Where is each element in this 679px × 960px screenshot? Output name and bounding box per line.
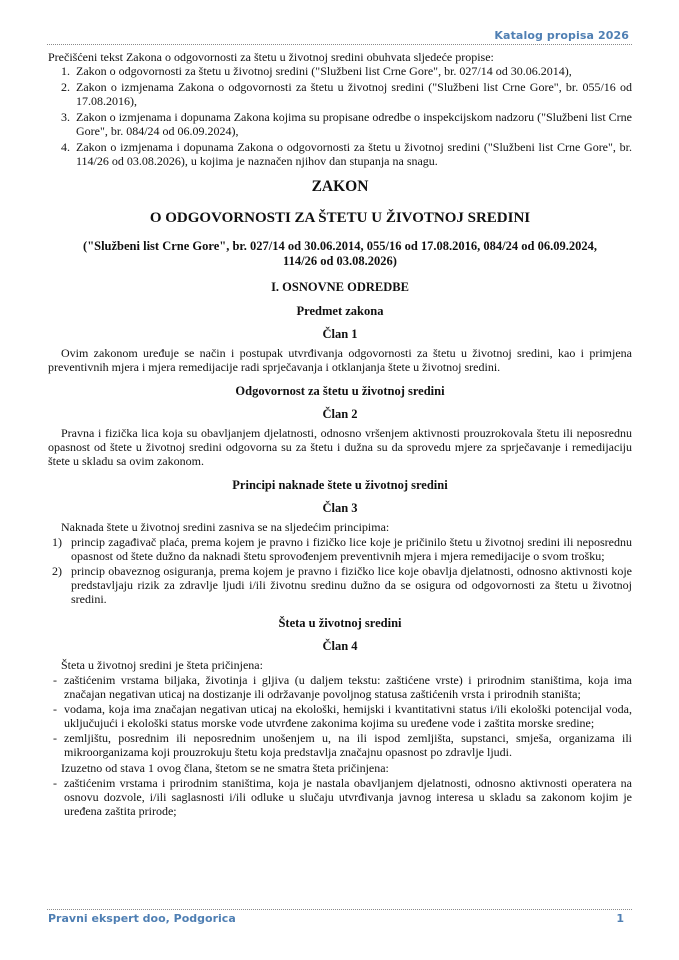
history-item-number: 1. [61, 64, 70, 78]
history-item-text: Zakon o izmjenama i dopunama Zakona o odgovornosti za štetu u životnoj sredini ("Službeni list Crne Gore", br. 114/26 od 03.08.2026), u kojima je naznačen njihov dan stupanja na snagu. [76, 140, 632, 168]
history-item-text: Zakon o izmjenama Zakona o odgovornosti za štetu u životnoj sredini ("Službeni list Crne Gore", br. 055/16 od 17.08.2016), [76, 80, 632, 108]
list-item-bullet: - [53, 731, 57, 745]
page-number: 1 [616, 912, 624, 925]
article-lead: Izuzetno od stava 1 ovog člana, štetom se ne smatra šteta pričinjena: [61, 761, 389, 775]
history-item-number: 2. [61, 80, 70, 94]
article-lead: Naknada štete u životnoj sredini zasniva se na sljedećim principima: [61, 520, 390, 534]
list-item [48, 731, 632, 759]
article-heading: Član 2 [322, 407, 358, 421]
article-paragraph: Pravna i fizička lica koja su obavljanjem djelatnosti, odnosno vršenjem aktivnosti prouzrokovala štetu ili neposrednu opasnost od štete u životnoj sredini odgovorna su za štetu i dužna su da sprovedu mjere za sprječavanje i remedijaciju štete u skladu sa ovim zakonom. [48, 426, 632, 468]
history-item-number: 3. [61, 110, 70, 124]
list-item-bullet: - [53, 673, 57, 687]
history-item [48, 64, 632, 78]
section-heading: Predmet zakona [296, 304, 384, 318]
header-divider [47, 44, 632, 45]
consolidation-intro: Prečišćeni tekst Zakona o odgovornosti za štetu u životnoj sredini obuhvata sljedeće propise: [48, 50, 494, 64]
list-item-number: 2) [52, 564, 62, 578]
list-item [48, 564, 632, 606]
list-item-text: zemljištu, posrednim ili neposrednim unošenjem u, na ili ispod zemljišta, supstanci, smješa, organizama ili mikroorganizama koji prouzrokuju štetu koja predstavlja značajnu opasnost po zdravlje ljudi. [64, 731, 632, 759]
list-item [48, 535, 632, 563]
list-item-text: princip obaveznog osiguranja, prema kojem je pravno i fizičko lice koje obavlja djelatnosti, odnosno aktivnosti koje predstavljaju rizik za zdravlje ljudi i/ili životnu sredinu dužno da se osigura od odgovornosti za štetu u životnoj sredini. [71, 564, 632, 606]
list-item-number: 1) [52, 535, 62, 549]
history-item [48, 80, 632, 108]
list-item-bullet: - [53, 776, 57, 790]
list-item [48, 673, 632, 701]
section-heading: Principi naknade štete u životnoj sredini [232, 478, 448, 492]
history-item [48, 110, 632, 138]
gazette-reference: ("Službeni list Crne Gore", br. 027/14 od 30.06.2014, 055/16 od 17.08.2016, 084/24 od 06.09.2024, 114/26 od 03.08.2026) [83, 239, 597, 268]
history-item-text: Zakon o odgovornosti za štetu u životnoj sredini ("Službeni list Crne Gore", br. 027/14 od 30.06.2014), [76, 64, 572, 78]
article-heading: Član 1 [322, 327, 358, 341]
list-item [48, 702, 632, 730]
article-heading: Član 3 [322, 501, 358, 515]
history-item-number: 4. [61, 140, 70, 154]
amendment-history-list [48, 64, 632, 168]
list-item-text: vodama, koja ima značajan negativan uticaj na ekološki, hemijski i kvantitativni status i/ili ekološki potencijal voda, uključujući i ekološki status morske vode utvrđene zakonima kojima su uređene vode i zaštita morske sredine; [64, 702, 632, 730]
section-heading: Šteta u životnoj sredini [278, 616, 402, 630]
list-item-text: zaštićenim vrstama biljaka, životinja i gljiva (u daljem tekstu: zaštićene vrste) i prirodnim staništima, koja ima značajan negativan uticaj na dostizanje ili održavanje povoljnog statusa zaštićenih vrsta i prirodnih staništa; [64, 673, 632, 701]
law-title: ZAKON [311, 178, 369, 195]
footer-publisher: Pravni ekspert doo, Podgorica [48, 912, 236, 925]
list-item-text: princip zagađivač plaća, prema kojem je pravno i fizičko lice koje je pričinilo štetu u životnoj sredini ili neposrednu opasnost od štete dužno da naknadi štetu sprovođenjem preventivnih mjera i mjera remedijacije o svom trošku; [71, 535, 632, 563]
history-item [48, 140, 632, 168]
footer-divider [47, 909, 632, 910]
chapter-heading: I. OSNOVNE ODREDBE [271, 280, 409, 294]
law-subtitle: O ODGOVORNOSTI ZA ŠTETU U ŽIVOTNOJ SREDINI [149, 210, 531, 226]
history-item-text: Zakon o izmjenama i dopunama Zakona kojima su propisane odredbe o inspekcijskom nadzoru ("Službeni list Crne Gore", br. 084/24 od 06.09.2024), [76, 110, 632, 138]
list-item-bullet: - [53, 702, 57, 716]
article-heading: Član 4 [322, 639, 358, 653]
catalog-header-label: Katalog propisa 2026 [494, 29, 629, 42]
page-header [47, 24, 632, 44]
document-body [48, 50, 632, 818]
list-item-text: zaštićenim vrstama i prirodnim staništima, koja je nastala obavljanjem djelatnosti, odnosno aktivnosti operatera na osnovu dozvole, i/ili saglasnosti i/ili odluke u slučaju utvrđivanja javnog interesa u skladu sa zakonom kojim je uređena zaštita prirode; [64, 776, 632, 818]
section-heading: Odgovornost za štetu u životnoj sredini [235, 384, 445, 398]
article-paragraph: Ovim zakonom uređuje se način i postupak utvrđivanja odgovornosti za štetu u životnoj sredini, kao i primjena preventivnih mjera i mjera remedijacije radi sprječavanja i otklanjanja štete u životnoj sredini. [48, 346, 632, 374]
article-lead: Šteta u životnoj sredini je šteta pričinjena: [61, 658, 263, 672]
list-item [48, 776, 632, 818]
